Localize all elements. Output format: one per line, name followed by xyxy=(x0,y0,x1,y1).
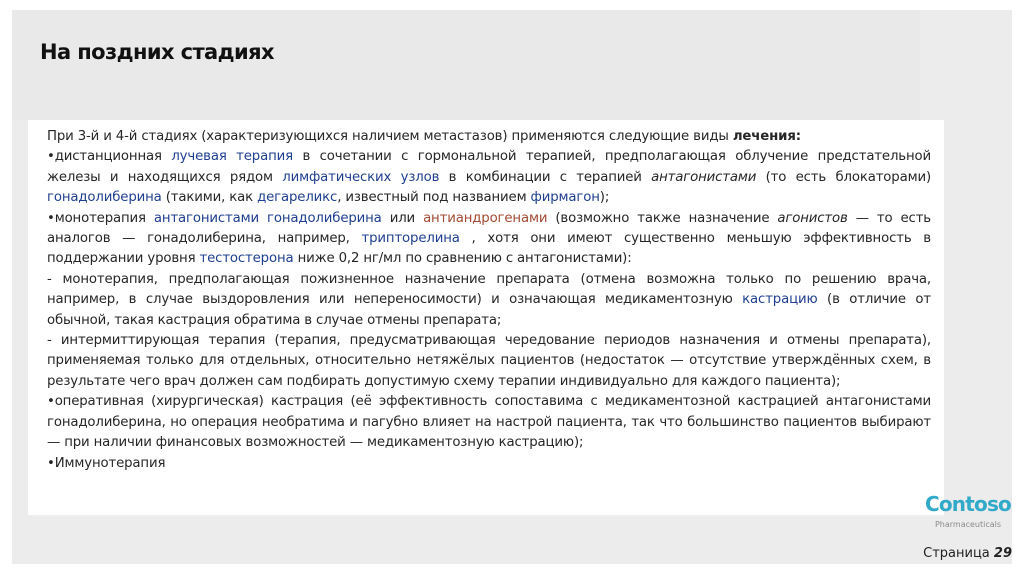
link-firmagon[interactable]: фирмагон xyxy=(530,190,600,206)
link-radiation-therapy[interactable]: лучевая терапия xyxy=(171,149,293,165)
text: , хотя они имеют существенно меньшую эффективность в поддержании уровня xyxy=(47,231,931,267)
header-panel xyxy=(12,10,920,120)
text: ); xyxy=(599,190,610,206)
text: •монотерапия xyxy=(47,210,154,226)
text: в комбинации с терапией xyxy=(439,169,652,185)
list-item: •Иммунотерапия xyxy=(47,455,166,471)
page-label: Страница xyxy=(923,546,990,561)
slide-title: На поздних стадиях xyxy=(40,40,274,64)
link-antiandrogens[interactable]: антиандрогенами xyxy=(423,210,548,226)
text: (то есть блокаторами) xyxy=(756,169,931,185)
text: ниже 0,2 нг/мл по сравнению с антагонистами): xyxy=(293,251,632,267)
page-number xyxy=(923,546,1012,561)
link-triptorelin[interactable]: трипторелина xyxy=(361,231,460,247)
logo-name: Contoso xyxy=(924,492,1011,516)
italic-agonists: агонистов xyxy=(777,210,848,226)
text: - монотерапия, предполагающая пожизненное назначение препарата (отмена возможна только по решению врача, например, в случае выздоровления или непереносимости) и означающая медикаментозную xyxy=(47,271,931,308)
intro-paragraph xyxy=(47,127,931,147)
link-gonadoliberin[interactable]: гонадолиберина xyxy=(47,190,162,206)
link-testosterone[interactable]: тестостерона xyxy=(199,251,294,267)
link-lymph-nodes[interactable]: лимфатических узлов xyxy=(282,169,440,185)
text: (возможно также назначение xyxy=(547,210,778,226)
text: или xyxy=(381,210,424,226)
text: •дистанционная xyxy=(47,149,172,165)
company-logo xyxy=(920,492,1016,529)
text: (такими, как xyxy=(161,190,258,206)
link-castration[interactable]: кастрацию xyxy=(742,292,818,308)
intro-text: При 3-й и 4-й стадиях (характеризующихся наличием метастазов) применяются следующие виды xyxy=(47,129,733,144)
logo-subtitle: Pharmaceuticals xyxy=(934,520,1002,529)
list-item xyxy=(47,209,931,270)
text: — то есть аналогов — гонадолиберина, например, xyxy=(47,210,931,247)
list-item: - интермиттирующая терапия (терапия, предусматривающая чередование периодов назначения и отмены препарата), применяемая только для отдельных, относительно нетяжёлых пациентов (недостаток — отсутствие утверждённых схем, в результате чего врач должен сам подбирать допустимую схему терапии индивидуально для каждого пациента); xyxy=(47,333,931,389)
list-item: •оперативная (хирургическая) кастрация (её эффективность сопоставима с медикаментозной кастрацией антагонистами гонадолиберина, но операция необратима и пагубно влияет на настрой пациента, так что большинство пациентов выбирают — при наличии финансовых возможностей — медикаментозную кастрацию); xyxy=(47,394,931,451)
text: (в отличие от обычной, такая кастрация обратима в случае отмены препарата; xyxy=(47,292,931,328)
link-degarelix[interactable]: дегареликс xyxy=(257,190,338,206)
link-gonadoliberin-antagonists[interactable]: антагонистами гонадолиберина xyxy=(153,210,382,226)
text: , известный под названием xyxy=(337,190,531,206)
text: в сочетании с гормональной терапией, предполагающая облучение предстательной железы и находящихся рядом xyxy=(47,149,931,185)
page-number-value: 29 xyxy=(993,546,1012,561)
list-item xyxy=(47,147,931,208)
intro-bold: лечения: xyxy=(732,129,801,144)
body-text xyxy=(47,127,931,474)
list-item xyxy=(47,270,931,331)
italic-antagonists: антагонистами xyxy=(651,169,757,185)
